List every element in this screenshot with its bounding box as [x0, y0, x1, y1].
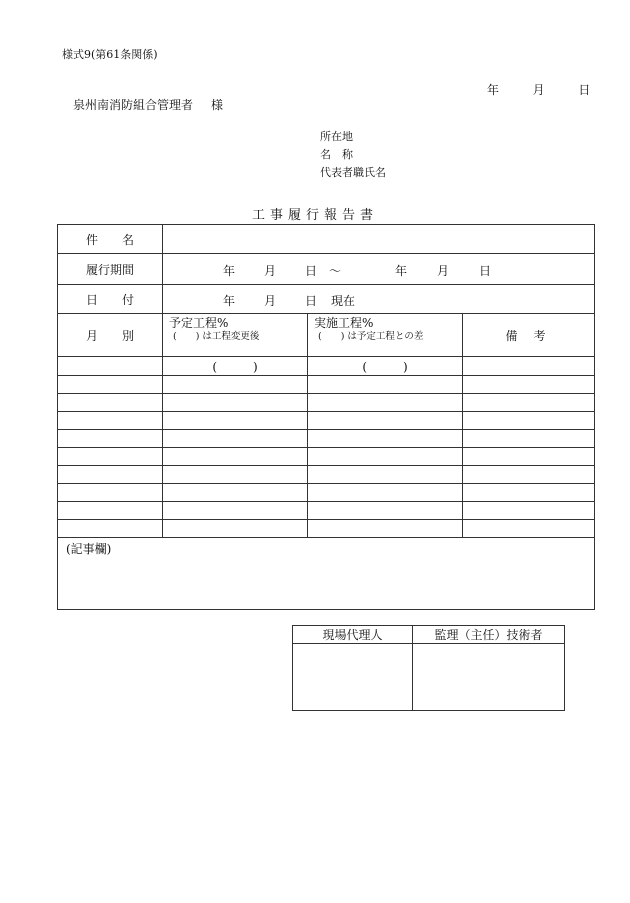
- remarks-header: 備考: [463, 314, 595, 357]
- planned-cell[interactable]: [163, 484, 308, 502]
- table-row: [58, 430, 595, 448]
- month-cell[interactable]: [58, 484, 163, 502]
- month-cell[interactable]: [58, 394, 163, 412]
- actual-cell[interactable]: [308, 412, 463, 430]
- period-tilde: 〜: [329, 264, 342, 278]
- month-cell[interactable]: [58, 430, 163, 448]
- date-day: 日: [305, 294, 318, 308]
- table-row: [58, 448, 595, 466]
- monthly-label: 月 別: [58, 314, 163, 357]
- row-date: [58, 285, 595, 314]
- period-month2: 月: [437, 264, 450, 278]
- actual-progress-header: [308, 314, 463, 357]
- signature-table: [292, 625, 565, 711]
- period-field[interactable]: [163, 254, 595, 285]
- notes-field[interactable]: [58, 538, 595, 610]
- supervisor-label: 監理（主任）技術者: [413, 626, 565, 644]
- actual-cell[interactable]: [308, 430, 463, 448]
- project-name-field[interactable]: [163, 225, 595, 254]
- planned-progress-note: ( ) は工程変更後: [173, 331, 260, 342]
- actual-cell[interactable]: [308, 484, 463, 502]
- month-cell[interactable]: [58, 502, 163, 520]
- planned-cell[interactable]: [163, 448, 308, 466]
- table-row: [58, 502, 595, 520]
- actual-progress-title: 実施工程%: [314, 316, 374, 330]
- month-cell[interactable]: [58, 376, 163, 394]
- company-name-label: 名 称: [320, 148, 353, 161]
- site-agent-seal-box[interactable]: [293, 644, 413, 711]
- form-number: 様式9(第61条関係): [62, 48, 158, 61]
- actual-cell[interactable]: [308, 520, 463, 538]
- date-year: 年: [223, 294, 236, 308]
- planned-progress-header: [163, 314, 308, 357]
- notes-label: (記事欄): [66, 542, 112, 556]
- table-row: [58, 376, 595, 394]
- planned-cell[interactable]: [163, 502, 308, 520]
- representative-label: 代表者職氏名: [320, 166, 386, 179]
- remarks-cell[interactable]: [463, 484, 595, 502]
- actual-progress-note: ( ) は予定工程との差: [318, 331, 424, 342]
- planned-cell[interactable]: [163, 520, 308, 538]
- sender-block: [320, 128, 386, 182]
- project-name-label: 件 名: [58, 225, 163, 254]
- day-label: 日: [578, 83, 591, 97]
- table-row: [58, 484, 595, 502]
- month-cell[interactable]: [58, 412, 163, 430]
- row-parentheses: [58, 357, 595, 376]
- table-row: [58, 412, 595, 430]
- period-day1: 日: [305, 264, 318, 278]
- planned-progress-title: 予定工程%: [169, 316, 229, 330]
- row-period: [58, 254, 595, 285]
- report-date: [487, 81, 590, 98]
- actual-cell[interactable]: [308, 394, 463, 412]
- planned-cell[interactable]: [163, 376, 308, 394]
- document-title: 工事履行報告書: [251, 208, 378, 223]
- month-cell[interactable]: [58, 466, 163, 484]
- actual-cell[interactable]: [308, 448, 463, 466]
- row-notes: [58, 538, 595, 610]
- planned-cell[interactable]: [163, 466, 308, 484]
- remarks-cell[interactable]: [463, 448, 595, 466]
- period-year1: 年: [223, 264, 236, 278]
- actual-cell[interactable]: [308, 466, 463, 484]
- addressee-honorific: 様: [211, 98, 224, 112]
- table-row: [58, 466, 595, 484]
- planned-cell[interactable]: [163, 412, 308, 430]
- remarks-cell[interactable]: [463, 412, 595, 430]
- planned-cell[interactable]: [163, 430, 308, 448]
- row-column-headers: [58, 314, 595, 357]
- addressee-name: 泉州南消防組合管理者: [73, 98, 194, 112]
- month-cell[interactable]: [58, 520, 163, 538]
- date-current: 現在: [331, 294, 356, 308]
- month-label: 月: [532, 83, 545, 97]
- year-label: 年: [487, 83, 500, 97]
- addressee: [73, 96, 223, 113]
- period-label: 履行期間: [58, 254, 163, 285]
- table-row: [58, 394, 595, 412]
- month-cell[interactable]: [58, 448, 163, 466]
- date-field[interactable]: [163, 285, 595, 314]
- actual-paren[interactable]: ( ): [308, 357, 463, 376]
- remarks-cell[interactable]: [463, 394, 595, 412]
- remarks-cell[interactable]: [463, 466, 595, 484]
- row-project-name: [58, 225, 595, 254]
- planned-paren[interactable]: ( ): [163, 357, 308, 376]
- date-month: 月: [264, 294, 277, 308]
- actual-cell[interactable]: [308, 502, 463, 520]
- supervisor-seal-box[interactable]: [413, 644, 565, 711]
- date-label: 日 付: [58, 285, 163, 314]
- remarks-cell[interactable]: [463, 520, 595, 538]
- remarks-cell[interactable]: [463, 357, 595, 376]
- report-table: [57, 224, 595, 610]
- period-month1: 月: [264, 264, 277, 278]
- site-agent-label: 現場代理人: [293, 626, 413, 644]
- period-year2: 年: [395, 264, 408, 278]
- remarks-cell[interactable]: [463, 430, 595, 448]
- remarks-cell[interactable]: [463, 376, 595, 394]
- period-day2: 日: [479, 264, 492, 278]
- actual-cell[interactable]: [308, 376, 463, 394]
- planned-cell[interactable]: [163, 394, 308, 412]
- month-cell[interactable]: [58, 357, 163, 376]
- remarks-cell[interactable]: [463, 502, 595, 520]
- address-label: 所在地: [320, 130, 353, 143]
- table-row: [58, 520, 595, 538]
